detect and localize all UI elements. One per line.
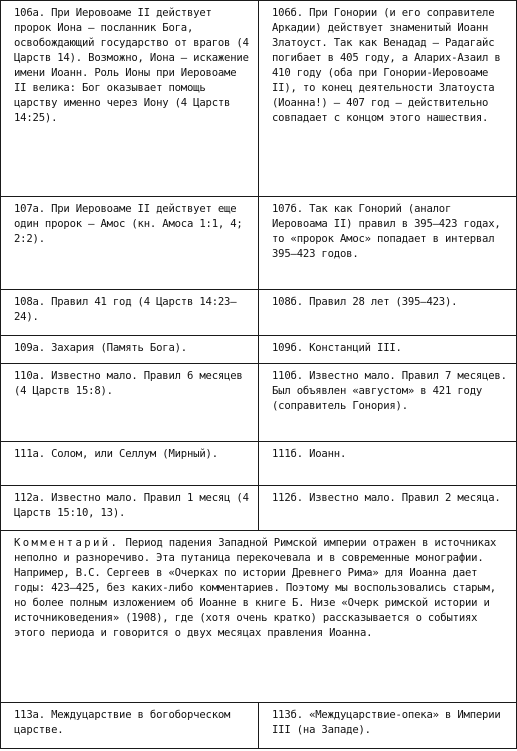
table-row	[1, 364, 517, 442]
cell-108a: 108а. Правил 41 год (4 Царств 14:23–24).	[1, 290, 259, 336]
cell-110a: 110а. Известно мало. Правил 6 месяцев (4 Царств 15:8).	[1, 364, 259, 442]
table-row	[1, 442, 517, 486]
table-row	[1, 197, 517, 290]
cell-109a: 109а. Захария (Память Бога).	[1, 336, 259, 364]
comment-cell	[1, 531, 517, 703]
cell-107b: 107б. Так как Гонорий (аналог Иеровоама II) правил в 395–423 годах, то «пророк Амос» попадает в интервал 395–423 годов.	[259, 197, 517, 290]
table-row	[1, 290, 517, 336]
cell-109b: 109б. Констанций III.	[259, 336, 517, 364]
comment-heading: Комментарий.	[14, 537, 120, 549]
cell-110b: 110б. Известно мало. Правил 7 месяцев. Был объявлен «августом» в 421 году (соправитель Гонория).	[259, 364, 517, 442]
cell-112b: 112б. Известно мало. Правил 2 месяца.	[259, 486, 517, 531]
table-row	[1, 703, 517, 749]
table-row	[1, 486, 517, 531]
cell-113b: 113б. «Междуцарствие-опека» в Империи III (на Западе).	[259, 703, 517, 749]
cell-107a: 107а. При Иеровоаме II действует еще один пророк – Амос (кн. Амоса 1:1, 4; 2:2).	[1, 197, 259, 290]
comment-text: Период падения Западной Римской империи отражен в источниках неполно и разноречиво. Эта путаница перекочевала и в современные монографии. Например, В.С. Сергеев в «Очерках по истории Древнего Рима» для Иоанна дает годы: 423–425, без каких-либо комментариев. Поэтому мы воспользовались старым, но более полным изложением об Иоанне в книге Б. Низе «Очерк римской истории и источниковедения» (1908), где (хотя очень кратко) рассказывается о событиях этого периода и говорится о двух месяцах правления Иоанна.	[14, 537, 497, 639]
cell-106a: 106а. При Иеровоаме II действует пророк Иона – посланник Бога, освобождающий государство от врагов (4 Царств 14). Возможно, Иона – искажение имени Иоанн. Роль Ионы при Иеровоаме II велика: Бог оказывает помощь царству именно через Иону (4 Царств 14:25).	[1, 1, 259, 197]
table-row	[1, 1, 517, 197]
table-row	[1, 336, 517, 364]
cell-111a: 111а. Солом, или Селлум (Мирный).	[1, 442, 259, 486]
cell-112a: 112а. Известно мало. Правил 1 месяц (4 Царств 15:10, 13).	[1, 486, 259, 531]
cell-111b: 111б. Иоанн.	[259, 442, 517, 486]
comment-row	[1, 531, 517, 703]
cell-106b: 106б. При Гонории (и его соправителе Аркадии) действует знаменитый Иоанн Златоуст. Так как Венадад – Радагайс погибает в 405 году, а Аларих-Азаил в 410 году (оба при Гонории-Иеровоаме II), то конец деятельности Златоуста (Иоанна!) – 407 год – действительно совпадает с концом этого нашествия.	[259, 1, 517, 197]
cell-113a: 113а. Междуцарствие в богоборческом царстве.	[1, 703, 259, 749]
cell-108b: 108б. Правил 28 лет (395–423).	[259, 290, 517, 336]
